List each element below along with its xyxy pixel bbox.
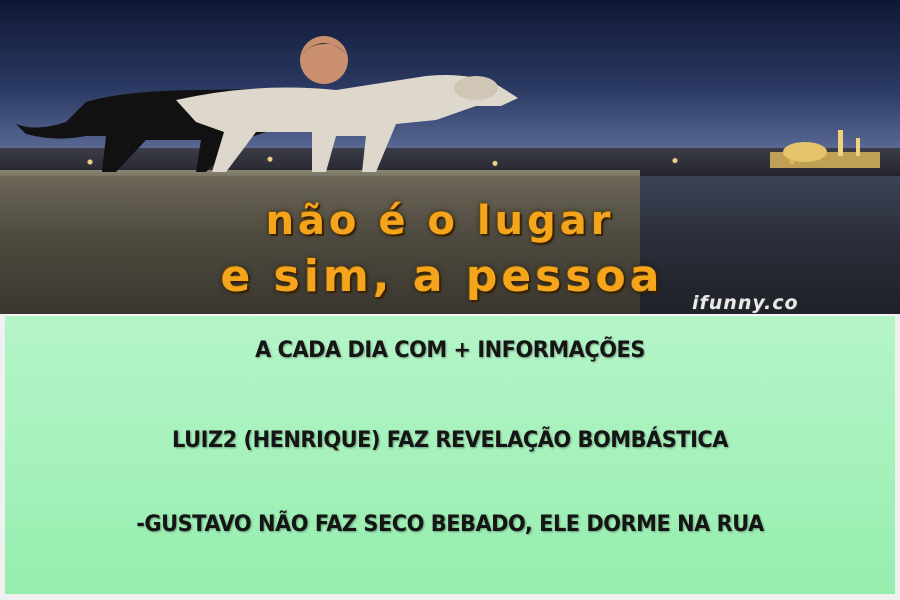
news-revelation: LUIZ2 (HENRIQUE) FAZ REVELAÇÃO BOMBÁSTICA <box>172 428 728 453</box>
news-headline: A CADA DIA COM + INFORMAÇÕES <box>255 338 645 363</box>
meme-caption-line-2: e sim, a pessoa <box>220 251 664 302</box>
news-panel <box>5 316 895 594</box>
ifunny-watermark: ifunny.co <box>692 292 799 314</box>
meme-caption-line-1: não é o lugar <box>265 198 615 244</box>
mosque-silhouette-icon <box>770 128 880 168</box>
news-detail: -GUSTAVO NÃO FAZ SECO BEBADO, ELE DORME NA RUA <box>136 512 764 537</box>
dogs-illustration-icon <box>6 32 526 182</box>
